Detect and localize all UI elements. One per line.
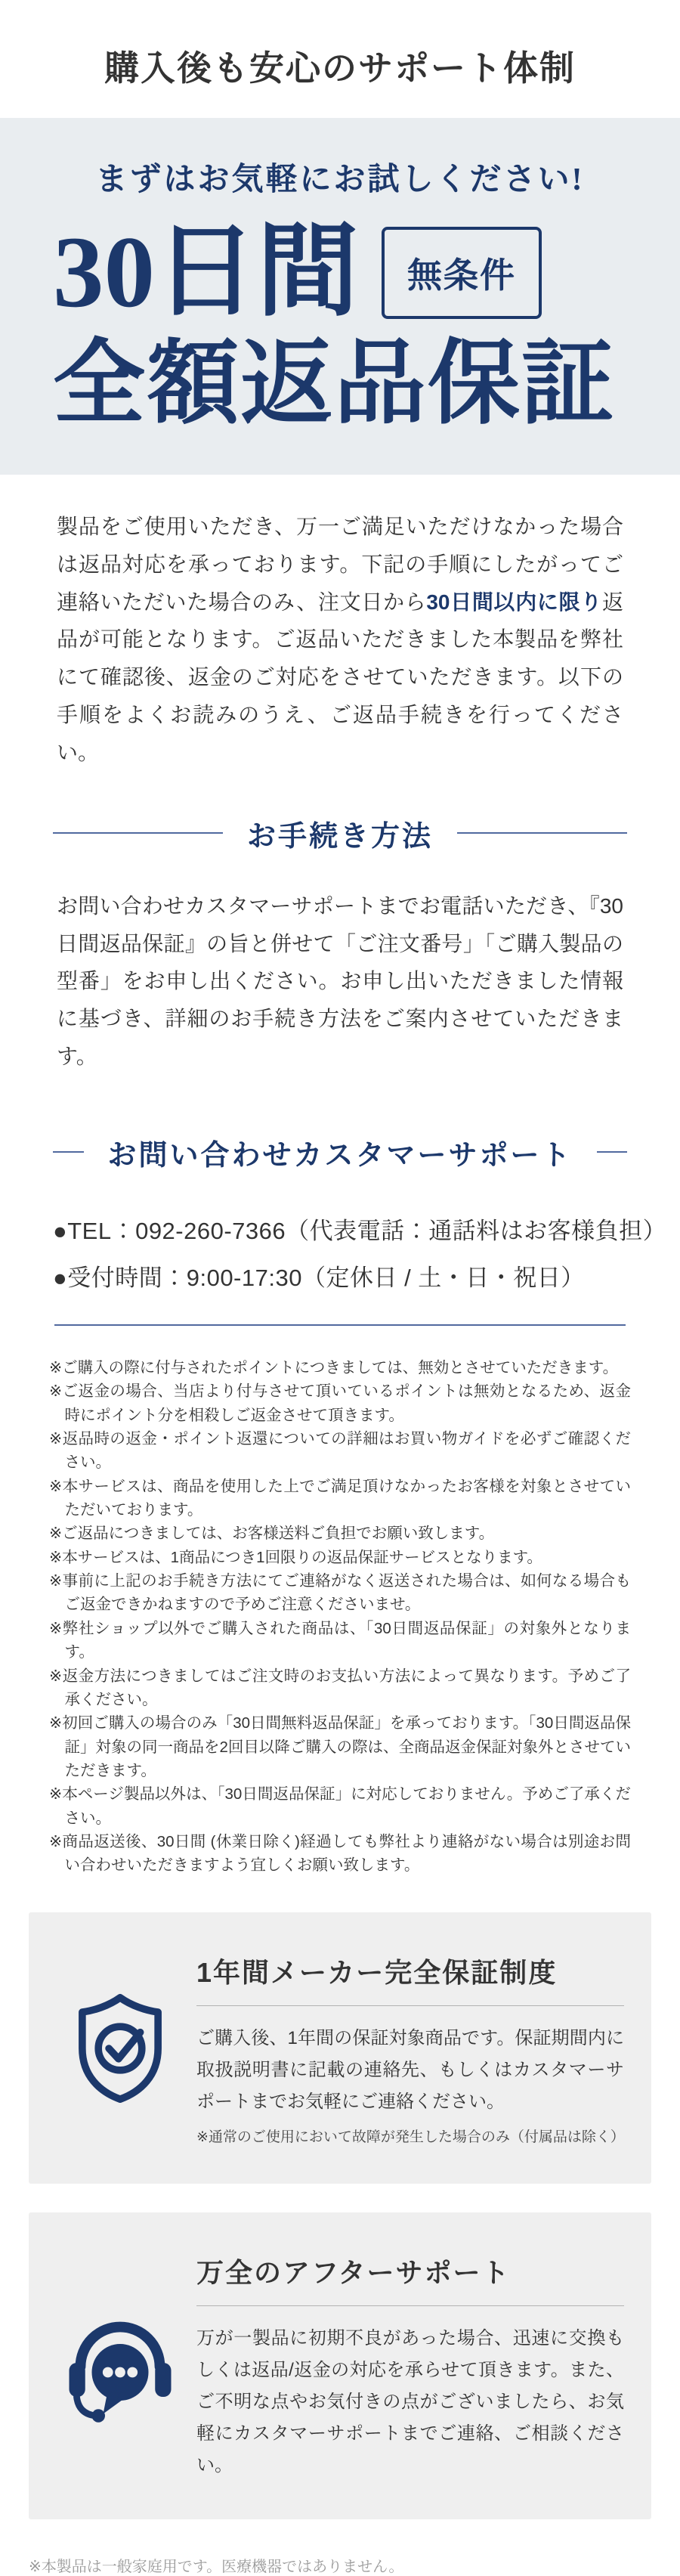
hero-line2: 全額返品保証 (53, 333, 615, 435)
page-title: 購入後も安心のサポート体制 (104, 48, 576, 88)
decorative-line-right (597, 1151, 628, 1153)
note-item: ※返金方法につきましてはご注文時のお支払い方法によって異なります。予めご了承ください。 (49, 1667, 631, 1708)
tel-line: ●TEL：092-260-7366（代表電話：通話料はお客様負担） (53, 1217, 667, 1244)
hours-line: ●受付時間：9:00-17:30（定休日 / 土・日・祝日） (53, 1264, 585, 1291)
note-item: ※本ページ製品以外は、「30日間返品保証」に対応しておりません。予めご了承ください。 (49, 1785, 631, 1827)
product-disclaimer: ※本製品は一般家庭用です。医療機器ではありません。 (29, 2558, 404, 2575)
aftersupport-box (29, 2212, 651, 2519)
note-item: ※弊社ショップ以外でご購入された商品は、「30日間返品保証」の対象外となります。 (49, 1619, 631, 1661)
hero-section (0, 118, 680, 475)
aftersupport-body: 万が一製品に初期不良があった場合、迅速に交換もしくは返品/返金の対応を承らせて頂きます。また、ご不明な点やお気付きの点がございましたら、お気軽にカスタマーサポートまでご連絡、ご相談ください。 (196, 2327, 624, 2475)
intro-paragraph (57, 508, 623, 772)
unconditional-badge: 無条件 (382, 227, 542, 319)
headset-chat-icon (56, 2310, 184, 2423)
note-item: ※ご返品につきましては、お客様送料ご負担でお願い致します。 (49, 1525, 495, 1543)
support-heading (53, 1132, 627, 1173)
decorative-line-left (53, 1151, 84, 1153)
shield-check-icon (56, 1992, 184, 2105)
note-item: ※事前に上記のお手続き方法にてご連絡がなく返送された場合は、如何なる場合もご返金できかねますので予めご注意くださいませ。 (49, 1572, 631, 1614)
intro-pre: 製品をご使用いただき、万一ご満足いただけなかった場合は返品対応を承っております。下記の手順にしたがってご連絡いただいた場合のみ、注文日から (57, 514, 623, 614)
note-item: ※商品返送後、30日間 (休業日除く)経過しても弊社より連絡がない場合は別途お問い合わせいただきますよう宜しくお願い致します。 (49, 1833, 631, 1875)
warranty-note: ※通常のご使用において故障が発生した場合のみ（付属品は除く） (196, 2129, 625, 2145)
warranty-content (184, 1952, 624, 2146)
note-item: ※ご返金の場合、当店より付与させて頂いているポイントは無効となるため、返金時にポイント分を相殺しご返金させて頂きます。 (49, 1382, 631, 1424)
highlight-30days: 30日間以内に限り (426, 590, 602, 614)
hero-line1: 30日間 (53, 216, 359, 329)
decorative-line-left (53, 832, 223, 834)
note-item: ※本サービスは、1商品につき1回限りの返品保証サービスとなります。 (49, 1548, 542, 1566)
contact-info (53, 1208, 667, 1302)
intro-post: 返品が可能となります。ご返品いただきました本製品を弊社にて確認後、返金のご対応をさせていただきます。以下の手順をよくお読みのうえ、ご返品手続きを行ってください。 (57, 590, 623, 764)
note-item: ※本サービスは、商品を使用した上でご満足頂けなかったお客様を対象とさせていただいております。 (49, 1477, 631, 1519)
procedure-paragraph: お問い合わせカスタマーサポートまでお電話いただき、『30日間返品保証』の旨と併せて「ご注文番号」「ご購入製品の型番」をお申し出ください。お申し出いただきました情報に基づき、詳細のお手続き方法をご案内させていただきます。 (57, 893, 623, 1069)
hero-main-row (53, 216, 627, 329)
support-heading-label: お問い合わせカスタマーサポート (107, 1139, 573, 1172)
warranty-title: 1年間メーカー完全保証制度 (196, 1952, 624, 2006)
warranty-body: ご購入後、1年間の保証対象商品です。保証期間内に取扱説明書に記載の連絡先、もしくはカスタマーサポートまでお気軽にご連絡ください。 (196, 2027, 624, 2112)
decorative-line-right (457, 832, 627, 834)
note-item: ※ご購入の際に付与されたポイントにつきましては、無効とさせていただきます。 (49, 1358, 619, 1376)
aftersupport-title: 万全のアフターサポート (196, 2252, 624, 2306)
note-item: ※返品時の返金・ポイント返還についての詳細はお買い物ガイドを必ずご確認ください。 (49, 1429, 631, 1472)
aftersupport-content (184, 2252, 624, 2482)
section-divider (54, 1324, 626, 1326)
note-item: ※初回ご購入の場合のみ「30日間無料返品保証」を承っております。「30日間返品保証」対象の同一商品を2回目以降ご購入の際は、全商品返金保証対象外とさせていただきます。 (49, 1714, 631, 1779)
hero-subtitle: まずはお気軽にお試しください! (95, 163, 585, 197)
procedure-heading-label: お手続き方法 (247, 820, 434, 853)
warranty-box (29, 1912, 651, 2184)
procedure-heading (53, 813, 627, 854)
notes-list (49, 1356, 631, 1878)
